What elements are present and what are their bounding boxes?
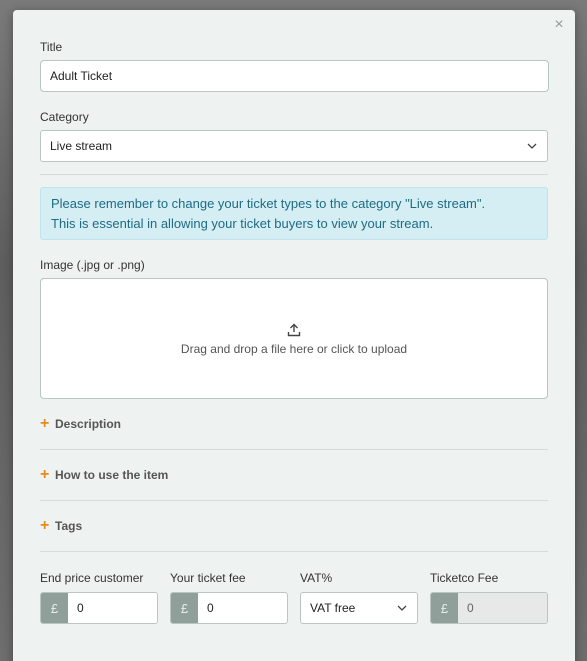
vat-group (300, 571, 418, 624)
currency-addon: £ (41, 593, 68, 623)
vat-label: VAT% (300, 571, 333, 585)
category-select-value: Live stream (50, 139, 113, 153)
category-select[interactable] (40, 130, 548, 162)
vat-select-value: VAT free (310, 601, 356, 615)
ticket-fee-input[interactable] (198, 593, 287, 623)
end-price-label: End price customer (40, 571, 144, 585)
ticket-edit-modal (13, 10, 575, 661)
close-icon[interactable]: × (554, 16, 564, 33)
section-tags[interactable] (40, 501, 548, 552)
ticketco-fee-label: Ticketco Fee (430, 571, 499, 585)
ticket-fee-field (170, 592, 288, 624)
section-description[interactable] (40, 399, 548, 450)
section-how-to-use-label: How to use the item (55, 468, 169, 482)
plus-icon: + (40, 415, 50, 432)
end-price-input[interactable] (68, 593, 157, 623)
chevron-down-icon (527, 141, 537, 151)
end-price-group (40, 571, 158, 624)
title-label: Title (40, 40, 63, 54)
image-dropzone[interactable] (40, 278, 548, 399)
alert-line-2: This is essential in allowing your ticket buyers to view your stream. (51, 216, 434, 231)
ticketco-fee-group (430, 571, 548, 624)
plus-icon: + (40, 466, 50, 483)
alert-line-1: Please remember to change your ticket types to the category "Live stream". (51, 196, 486, 211)
ticketco-fee-field (430, 592, 548, 624)
currency-addon: £ (171, 593, 198, 623)
upload-icon (287, 323, 301, 337)
section-tags-label: Tags (55, 519, 83, 533)
chevron-down-icon (397, 603, 407, 613)
vat-select[interactable] (300, 592, 418, 624)
section-description-label: Description (55, 417, 122, 431)
plus-icon: + (40, 517, 50, 534)
ticket-fee-label: Your ticket fee (170, 571, 246, 585)
end-price-field (40, 592, 158, 624)
ticket-fee-group (170, 571, 288, 624)
divider (40, 174, 548, 175)
image-label: Image (.jpg or .png) (40, 258, 145, 272)
live-stream-alert (40, 187, 548, 240)
category-label: Category (40, 110, 89, 124)
pricing-row (40, 571, 548, 624)
dropzone-text: Drag and drop a file here or click to upload (180, 342, 408, 356)
currency-addon: £ (431, 593, 458, 623)
ticketco-fee-input (458, 593, 547, 623)
title-input[interactable] (40, 60, 549, 92)
section-how-to-use[interactable] (40, 450, 548, 501)
